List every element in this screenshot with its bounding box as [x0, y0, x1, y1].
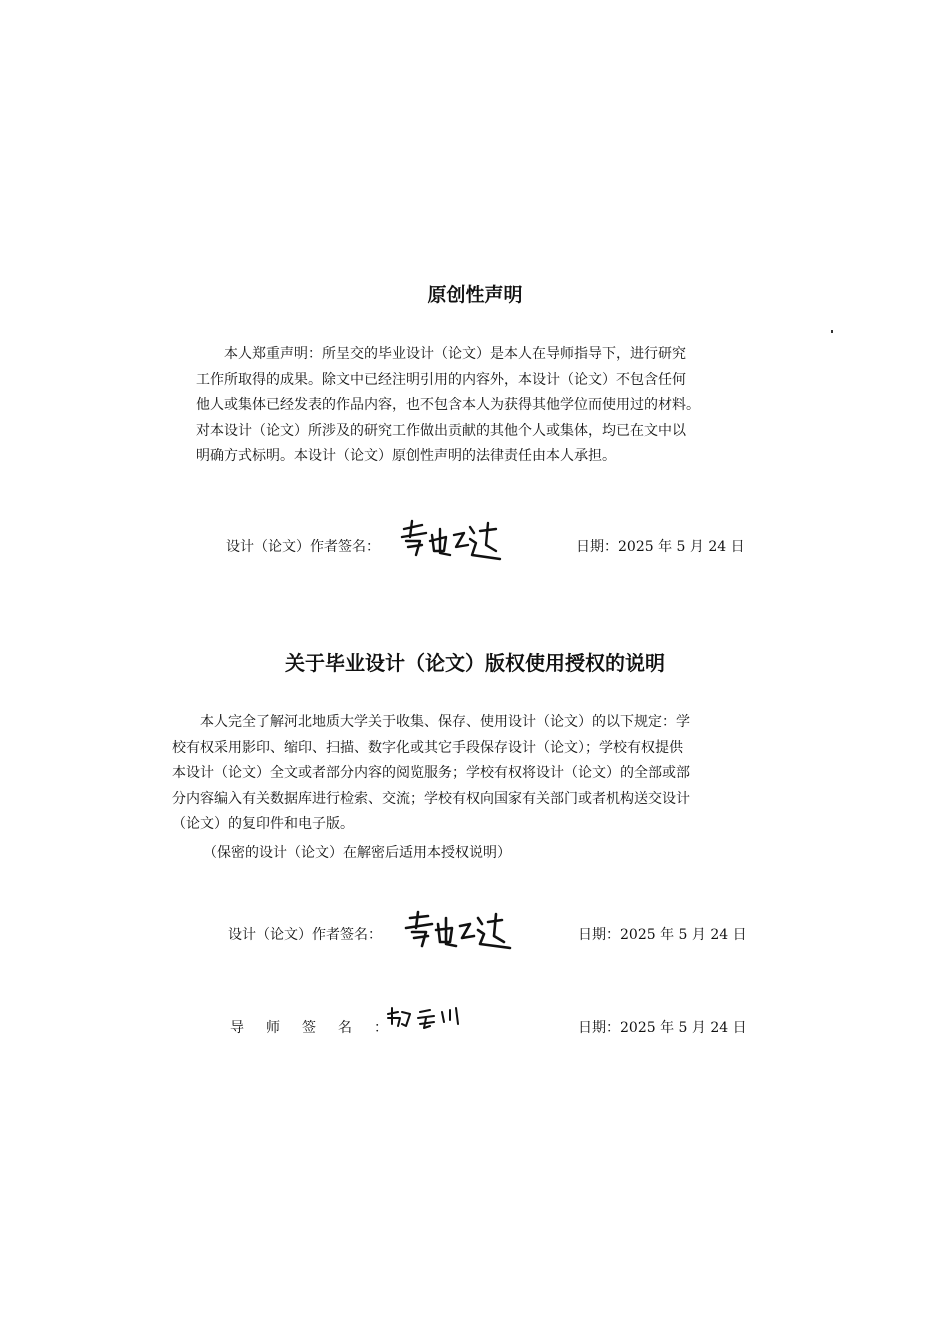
statement-line: 校有权采用影印、缩印、扫描、数字化或其它手段保存设计（论文）；学校有权提供	[172, 739, 683, 756]
supervisor-signature-label: 导师签名：	[230, 1020, 410, 1036]
statement-line: 本设计（论文）全文或者部分内容的阅览服务；学校有权将设计（论文）的全部或部	[172, 765, 690, 781]
supervisor-signature-image	[384, 1004, 464, 1034]
authorization-title: 关于毕业设计（论文）版权使用授权的说明	[285, 651, 665, 675]
author-signature-label: 设计（论文）作者签名：	[228, 927, 382, 943]
statement-line: 工作所取得的成果。除文中已经注明引用的内容外，本设计（论文）不包含任何	[196, 371, 686, 388]
originality-date: 日期：2025 年 5 月 24 日	[576, 539, 745, 555]
originality-title: 原创性声明	[427, 284, 523, 306]
author-signature-image	[396, 515, 506, 561]
authorization-author-date: 日期：2025 年 5 月 24 日	[578, 927, 747, 943]
author-signature-image	[400, 908, 516, 952]
statement-line: 分内容编入有关数据库进行检索、交流；学校有权向国家有关部门或者机构送交设计	[172, 790, 690, 807]
confidential-note: （保密的设计（论文）在解密后适用本授权说明）	[203, 845, 511, 861]
statement-line: 对本设计（论文）所涉及的研究工作做出贡献的其他个人或集体，均已在文中以	[196, 422, 686, 439]
author-signature-label: 设计（论文）作者签名：	[226, 539, 380, 555]
statement-line: 他人或集体已经发表的作品内容，也不包含本人为获得其他学位而使用过的材料。	[196, 397, 700, 413]
statement-line: 本人完全了解河北地质大学关于收集、保存、使用设计（论文）的以下规定：学	[200, 714, 690, 730]
supervisor-date: 日期：2025 年 5 月 24 日	[578, 1020, 747, 1036]
originality-statement	[196, 342, 744, 470]
statement-line: 明确方式标明。本设计（论文）原创性声明的法律责任由本人承担。	[196, 448, 616, 464]
authorization-statement	[172, 710, 754, 838]
statement-line: （论文）的复印件和电子版。	[172, 816, 354, 832]
statement-line: 本人郑重声明：所呈交的毕业设计（论文）是本人在导师指导下，进行研究	[224, 346, 686, 362]
scan-speck	[831, 330, 833, 333]
